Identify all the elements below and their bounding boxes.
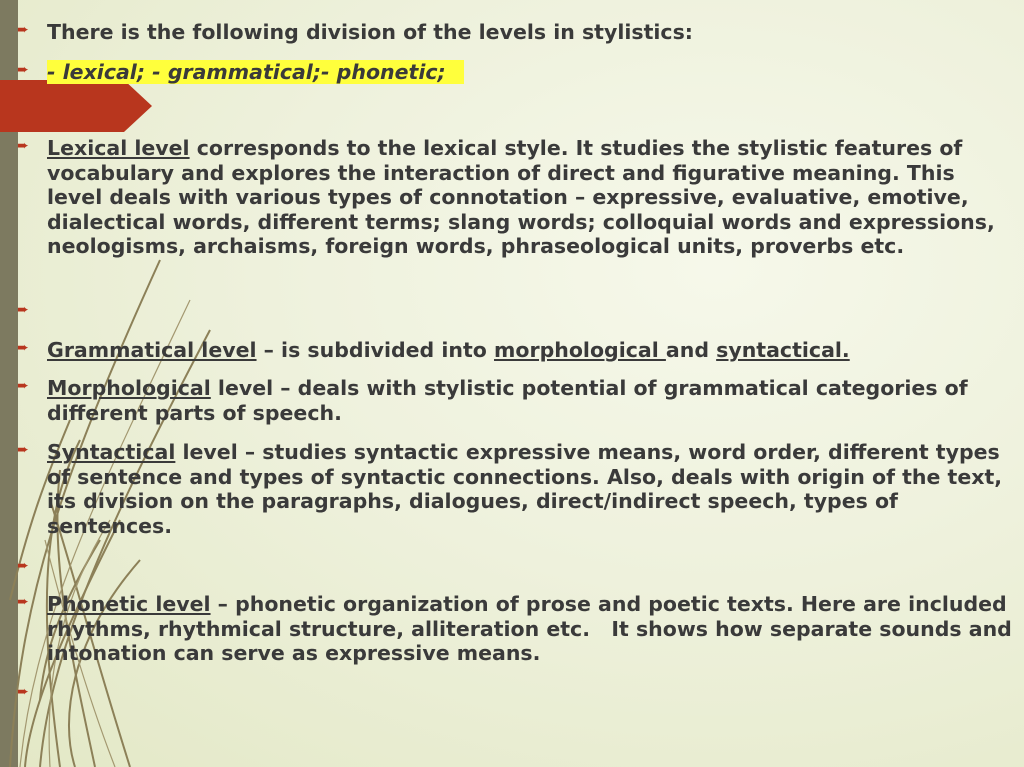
morphological-level-text: level – deals with stylistic potential of grammatical categories of different parts of speech. [47,376,975,425]
arrow-bullet-icon: ➨ [17,442,29,458]
list-item [14,338,1014,363]
morphological-level-term: Morphological [47,376,211,400]
list-item [14,592,1019,666]
arrow-bullet-icon: ➨ [17,594,29,610]
syntactical-level-text: level – studies syntactic expressive means, word order, different types of sentence and types of syntactic connections. Also, deals with origin of the text, its division on the paragraphs, dialogues, direct/indirect speech, types of sentences. [47,440,1010,538]
list-item [14,136,1014,259]
list-item [14,60,1014,85]
arrow-bullet-icon: ➨ [17,22,29,38]
grammatical-level-term: Grammatical level [47,338,257,362]
phonetic-level-text: – phonetic organization of prose and poetic texts. Here are included rhythms, rhythmical structure, alliteration etc. It shows how separate sounds and intonation can serve as expressive means. [47,592,1019,665]
morphological-level-paragraph [47,376,1014,425]
highlighted-levels: - lexical; - grammatical;- phonetic; [47,60,464,84]
syntactical-level-term: Syntactical [47,440,176,464]
phonetic-level-paragraph [47,592,1019,666]
list-item [14,376,1014,425]
lexical-level-paragraph [47,136,1014,259]
grammatical-level-paragraph [47,338,1014,363]
arrow-bullet-icon: ➨ [17,302,29,318]
list-item [14,440,1014,538]
grammatical-level-text: – is subdivided into [256,338,495,362]
syntactical-level-paragraph [47,440,1014,538]
arrow-bullet-icon: ➨ [17,62,29,78]
morphological-term: morphological [494,338,666,362]
levels-list [47,60,1014,85]
arrow-bullet-icon: ➨ [17,558,29,574]
lexical-level-term: Lexical level [47,136,190,160]
list-item [14,20,1014,45]
arrow-bullet-icon: ➨ [17,684,29,700]
intro-text: There is the following division of the levels in stylistics: [47,20,693,44]
phonetic-level-term: Phonetic level [47,592,211,616]
syntactical-term: syntactical. [716,338,850,362]
and-text: and [665,338,717,362]
arrow-bullet-icon: ➨ [17,138,29,154]
arrow-bullet-icon: ➨ [17,378,29,394]
arrow-bullet-icon: ➨ [17,340,29,356]
lexical-level-text: corresponds to the lexical style. It studies the stylistic features of vocabulary and explores the interaction of direct and figurative meaning. This level deals with various types of connotation – expressive, evaluative, emotive, dialectical words, different terms; slang words; colloquial words and expressions, neologisms, archaisms, foreign words, phraseological units, proverbs etc. [47,136,1002,258]
